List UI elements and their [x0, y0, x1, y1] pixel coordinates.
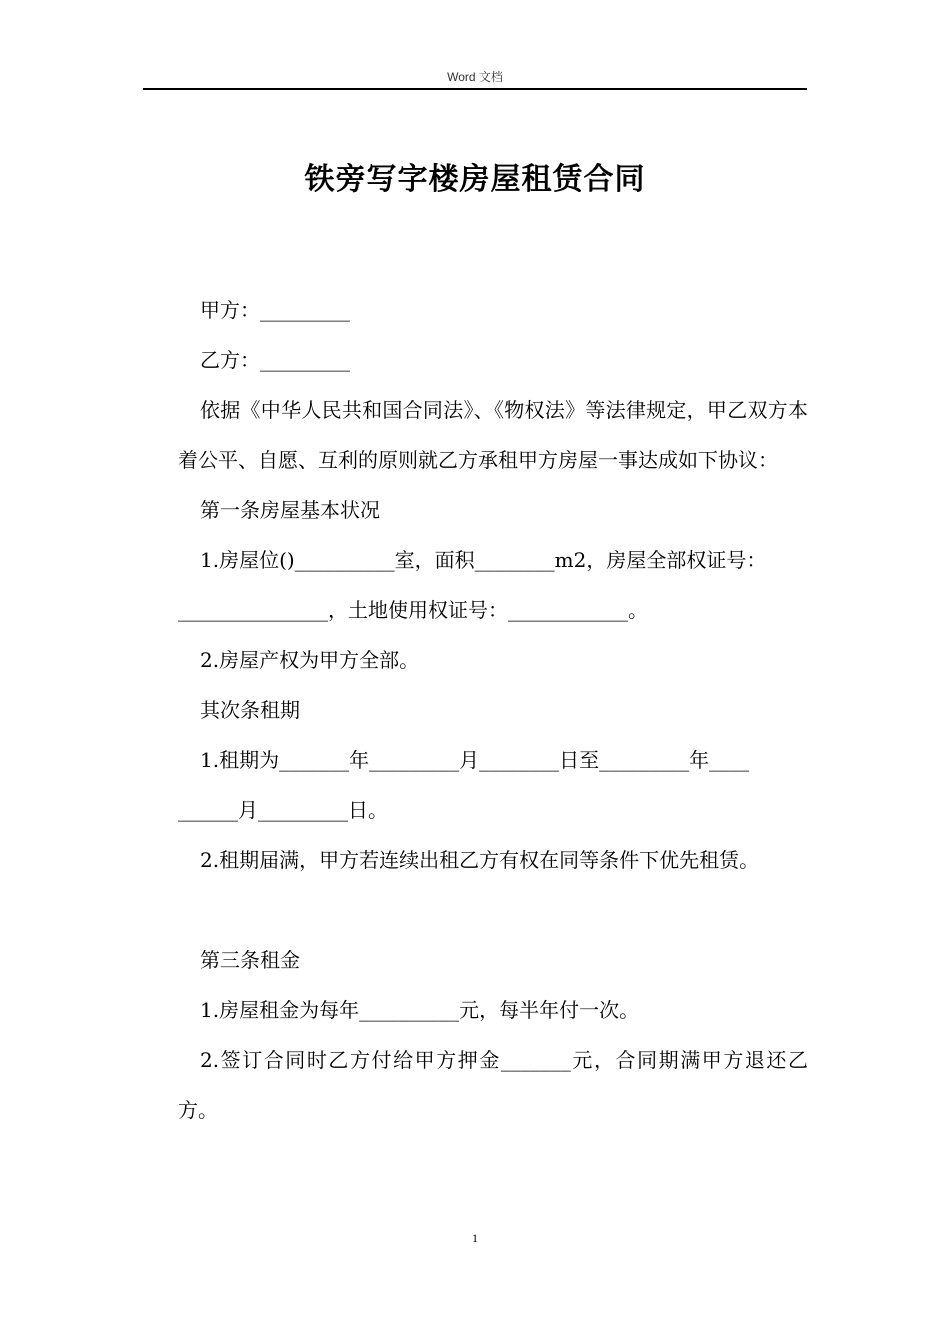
article-2-heading: 其次条租期	[200, 698, 300, 722]
article-3-item-2: 2.签订合同时乙方付给甲方押金_______元，合同期满甲方退还乙方。	[178, 1048, 808, 1122]
article-1-item-1-continued: _______________，土地使用权证号：____________。	[178, 598, 648, 622]
preamble-paragraph: 依据《中华人民共和国合同法》、《物权法》等法律规定，甲乙双方本着公平、自愿、互利的原则就乙方承租甲方房屋一事达成如下协议：	[178, 398, 808, 472]
blank-line	[178, 885, 808, 935]
party-a-line: 甲方：_________	[200, 298, 350, 322]
article-2-item-1: 1.租期为_______年_________月________日至_________年____	[200, 748, 750, 772]
document-body	[178, 285, 808, 1135]
page-number: 1	[472, 1231, 478, 1245]
article-1-item-1: 1.房屋位()__________室，面积________m2，房屋全部权证号：	[200, 548, 767, 572]
article-1-heading: 第一条房屋基本状况	[200, 498, 380, 522]
article-3-item-1: 1.房屋租金为每年__________元，每半年付一次。	[200, 998, 640, 1022]
article-2-item-1-continued: ______月_________日。	[178, 798, 388, 822]
header-label: Word 文档	[447, 70, 503, 84]
article-3-heading: 第三条租金	[200, 948, 300, 972]
page-header	[143, 66, 807, 90]
document-title: 铁旁写字楼房屋租赁合同	[304, 162, 646, 197]
article-2-item-2: 2.租期届满，甲方若连续出租乙方有权在同等条件下优先租赁。	[200, 848, 760, 872]
article-1-item-2: 2.房屋产权为甲方全部。	[200, 648, 420, 672]
party-b-line: 乙方：_________	[200, 348, 350, 372]
